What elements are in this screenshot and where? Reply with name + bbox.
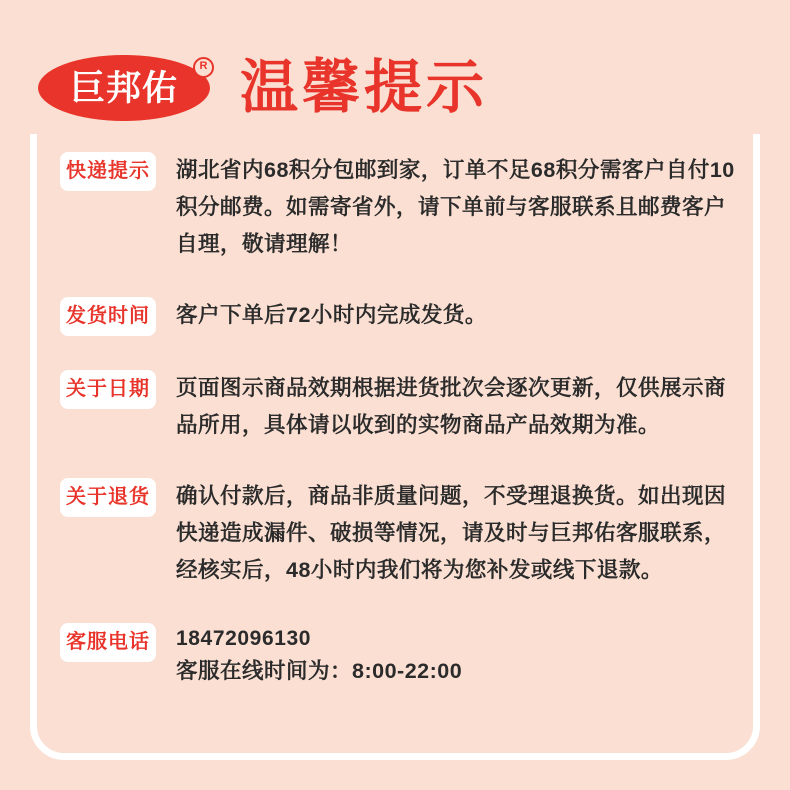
section-tag-date: 关于日期 <box>60 370 156 409</box>
customer-service-phone[interactable]: 18472096130 <box>176 626 312 650</box>
customer-service-hours: 客服在线时间为：8:00-22:00 <box>176 659 463 684</box>
section-tag-customer-service: 客服电话 <box>60 623 156 662</box>
section-tag-shipping-time: 发货时间 <box>60 297 156 336</box>
brand-logo <box>38 55 210 121</box>
list-item <box>60 478 736 589</box>
section-tag-returns: 关于退货 <box>60 478 156 517</box>
poster-header <box>0 38 790 138</box>
customer-service-details <box>176 623 736 689</box>
registered-trademark-icon: R <box>193 57 214 78</box>
section-text-shipping-time: 客户下单后72小时内完成发货。 <box>176 302 487 327</box>
list-item <box>60 623 736 689</box>
list-item <box>60 370 736 444</box>
notice-list <box>60 150 736 689</box>
page-title: 温馨提示 <box>240 55 489 120</box>
list-item <box>60 297 736 336</box>
section-text-returns: 确认付款后，商品非质量问题，不受理退换货。如出现因快递造成漏件、破损等情况，请及时与巨邦佑客服联系，经核实后，48小时内我们将为您补发或线下退款。 <box>176 483 727 582</box>
section-text-express: 湖北省内68积分包邮到家，订单不足68积分需客户自付10积分邮费。如需寄省外，请下单前与客服联系且邮费客户自理，敬请理解！ <box>176 158 735 256</box>
brand-logo-text: 巨邦佑 <box>69 68 178 108</box>
list-item <box>60 152 736 263</box>
section-text-date: 页面图示商品效期根据进货批次会逐次更新，仅供展示商品所用，具体请以收到的实物商品产品效期为准。 <box>176 375 727 437</box>
section-tag-express: 快递提示 <box>60 152 156 191</box>
